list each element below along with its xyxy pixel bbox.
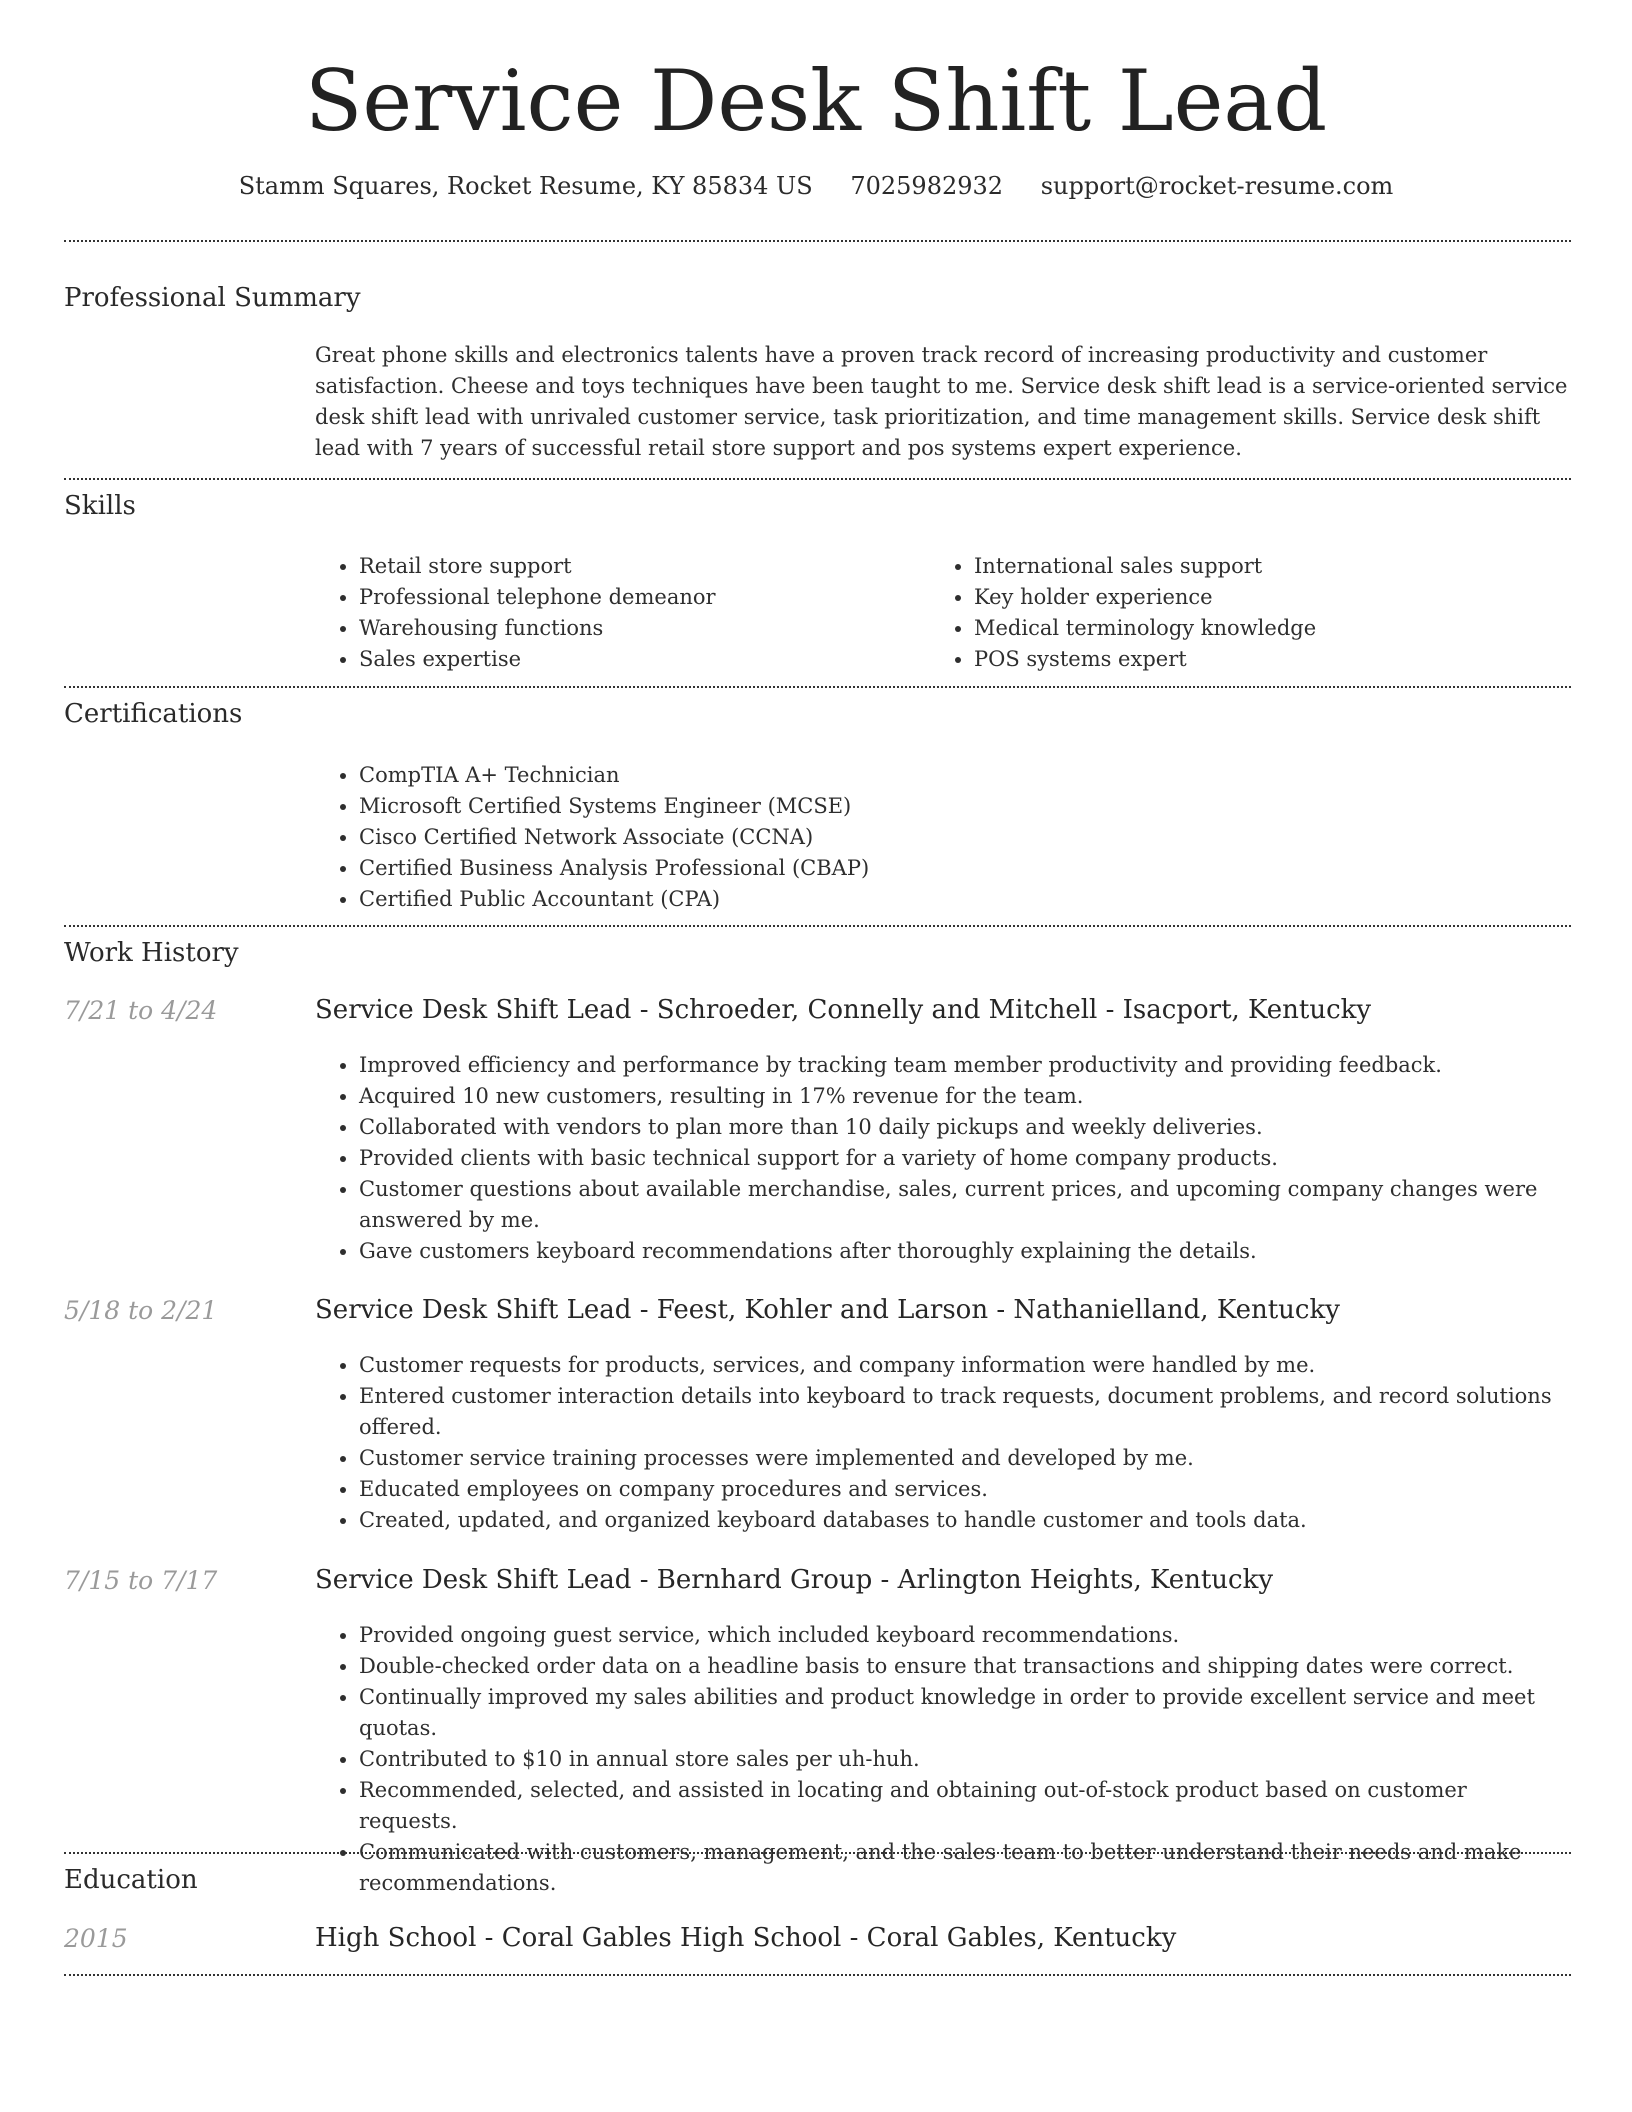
job-bullet: • Customer questions about available merchandise, sales, current prices, and upcoming company changes were answered by me.: [359, 1174, 1570, 1236]
contact-line: [0, 172, 1632, 200]
job-bullet: • Communicated with customers, management, and the sales team to better understand their needs and make recommendations.: [359, 1837, 1570, 1899]
job-bullet: • Gave customers keyboard recommendations after thoroughly explaining the details.: [359, 1236, 1570, 1267]
job-bullets: [315, 1350, 1570, 1536]
summary-text: Great phone skills and electronics talents have a proven track record of increasing productivity and customer satisfaction. Cheese and toys techniques have been taught to me. Service desk shift lead is a service-oriented service desk shift lead with unrivaled customer service, task prioritization, and time management skills. Service desk shift lead with 7 years of successful retail store support and pos systems expert experience.: [315, 343, 1568, 460]
job-dates: 5/18 to 2/21: [64, 1296, 218, 1325]
job-bullet: • Customer requests for products, services, and company information were handled by me.: [359, 1350, 1570, 1381]
summary-heading: Professional Summary: [64, 283, 361, 313]
job-bullet: • Entered customer interaction details into keyboard to track requests, document problems, and record solutions offered.: [359, 1381, 1570, 1443]
divider: [64, 1852, 1571, 1854]
skills-heading: Skills: [64, 491, 136, 521]
contact-phone: 7025982932: [850, 172, 1004, 200]
certification-item: • Certified Public Accountant (CPA): [359, 884, 1215, 915]
skills-column-2: [930, 551, 1530, 675]
certifications-list: [315, 760, 1215, 915]
skill-item: • Professional telephone demeanor: [359, 582, 875, 613]
skill-item: • Warehousing functions: [359, 613, 875, 644]
job-heading: Service Desk Shift Lead - Feest, Kohler and Larson - Nathanielland, Kentucky: [315, 1295, 1340, 1325]
job-bullet: • Double-checked order data on a headline basis to ensure that transactions and shipping dates were correct.: [359, 1651, 1570, 1682]
skill-item: • POS systems expert: [974, 644, 1530, 675]
job-bullet: • Customer service training processes were implemented and developed by me.: [359, 1443, 1570, 1474]
skill-item: • Retail store support: [359, 551, 875, 582]
education-heading-line: High School - Coral Gables High School - Coral Gables, Kentucky: [315, 1923, 1177, 1953]
contact-address: Stamm Squares, Rocket Resume, KY 85834 US: [238, 172, 813, 200]
candidate-name: Service Desk Shift Lead: [304, 52, 1328, 150]
skill-item: • Sales expertise: [359, 644, 875, 675]
job-dates: 7/15 to 7/17: [64, 1566, 218, 1595]
job-bullet: • Contributed to $10 in annual store sales per uh-huh.: [359, 1744, 1570, 1775]
job-bullet: • Recommended, selected, and assisted in locating and obtaining out-of-stock product based on customer requests.: [359, 1775, 1570, 1837]
job-bullet: • Provided ongoing guest service, which included keyboard recommendations.: [359, 1620, 1570, 1651]
work-history-heading: Work History: [64, 938, 239, 968]
certification-item: • Cisco Certified Network Associate (CCNA): [359, 822, 1215, 853]
divider: [64, 478, 1571, 480]
divider: [64, 686, 1571, 688]
education-heading: Education: [64, 1865, 198, 1895]
certifications-heading: Certifications: [64, 699, 243, 729]
certification-item: • Certified Business Analysis Professional (CBAP): [359, 853, 1215, 884]
job-bullet: • Created, updated, and organized keyboard databases to handle customer and tools data.: [359, 1505, 1570, 1536]
divider: [64, 240, 1571, 242]
education-year: 2015: [64, 1924, 128, 1953]
certification-item: • Microsoft Certified Systems Engineer (MCSE): [359, 791, 1215, 822]
job-bullets: [315, 1050, 1570, 1267]
job-bullet: • Provided clients with basic technical support for a variety of home company products.: [359, 1143, 1570, 1174]
job-bullet: • Acquired 10 new customers, resulting in 17% revenue for the team.: [359, 1081, 1570, 1112]
divider: [64, 925, 1571, 927]
certification-item: • CompTIA A+ Technician: [359, 760, 1215, 791]
skill-item: • International sales support: [974, 551, 1530, 582]
job-bullets: [315, 1620, 1570, 1899]
job-heading: Service Desk Shift Lead - Schroeder, Connelly and Mitchell - Isacport, Kentucky: [315, 995, 1372, 1025]
skills-column-1: [315, 551, 875, 675]
job-bullet: • Improved efficiency and performance by tracking team member productivity and providing feedback.: [359, 1050, 1570, 1081]
job-bullet: • Continually improved my sales abilities and product knowledge in order to provide excellent service and meet quotas.: [359, 1682, 1570, 1744]
skill-item: • Medical terminology knowledge: [974, 613, 1530, 644]
job-bullet: • Educated employees on company procedures and services.: [359, 1474, 1570, 1505]
skill-item: • Key holder experience: [974, 582, 1530, 613]
divider: [64, 1974, 1571, 1976]
contact-email: support@rocket-resume.com: [1040, 172, 1394, 200]
job-dates: 7/21 to 4/24: [64, 996, 218, 1025]
job-bullet: • Collaborated with vendors to plan more than 10 daily pickups and weekly deliveries.: [359, 1112, 1570, 1143]
job-heading: Service Desk Shift Lead - Bernhard Group - Arlington Heights, Kentucky: [315, 1565, 1274, 1595]
